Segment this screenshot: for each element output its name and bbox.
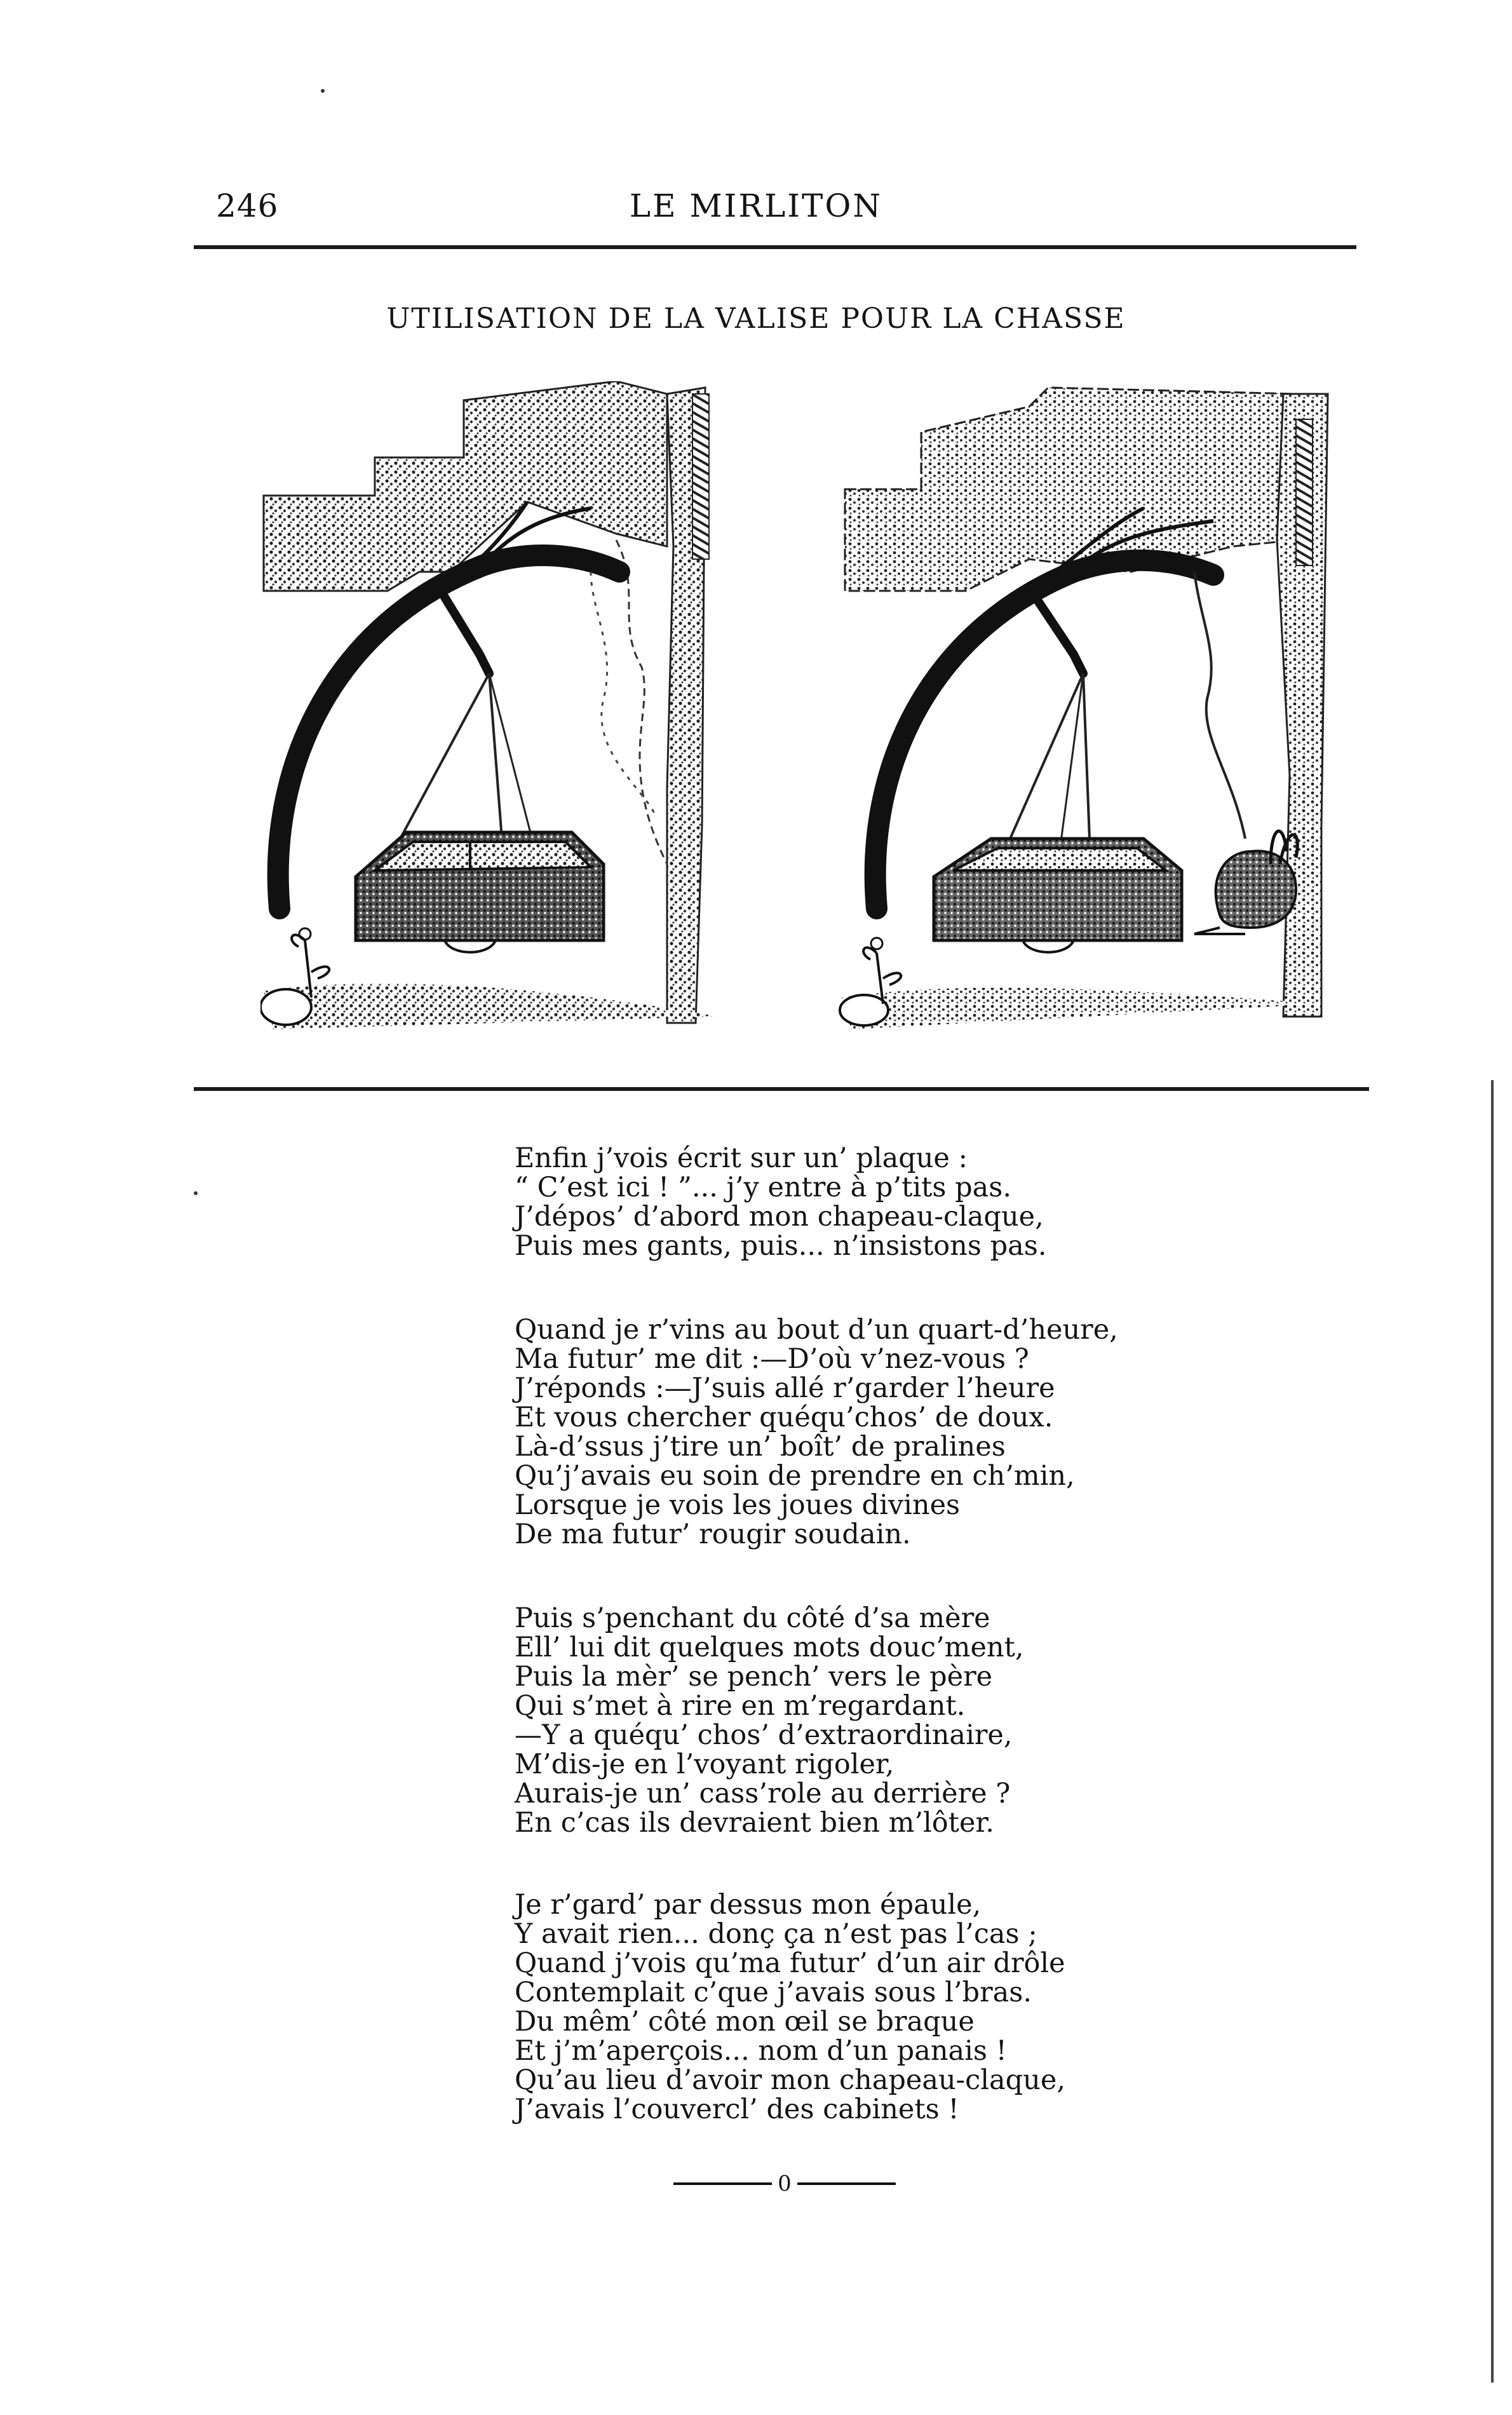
end-ornament <box>673 2167 896 2198</box>
cartoon-title: UTILISATION DE LA VALISE POUR LA CHASSE <box>386 302 1126 335</box>
print-speck <box>321 89 325 93</box>
poem-line: Lorsque je vois les joues divines <box>515 1489 961 1521</box>
illustration-trap-rabbit <box>839 381 1334 1036</box>
poem-line: Ell’ lui dit quelques mots douc’ment, <box>515 1632 1024 1663</box>
poem-stanza-1 <box>515 1144 1340 1261</box>
poem-line: Puis la mèr’ se pench’ vers le père <box>515 1661 993 1693</box>
section-rule <box>194 1087 1369 1091</box>
poem-line: Et j’m’aperçois... nom d’un panais ! <box>515 2035 1007 2067</box>
header-rule <box>194 245 1356 249</box>
poem-line: Contemplait c’que j’avais sous l’bras. <box>515 1977 1032 2008</box>
poem-line: Qu’au lieu d’avoir mon chapeau-claque, <box>515 2064 1065 2096</box>
poem-line: M’dis-je en l’voyant rigoler, <box>515 1749 894 1780</box>
poem-line: J’dépos’ d’abord mon chapeau-claque, <box>515 1201 1044 1233</box>
poem-line: “ C’est ici ! ”... j’y entre à p’tits pas. <box>515 1172 1012 1203</box>
poem-line: —Y a quéqu’ chos’ d’extraordinaire, <box>515 1719 1013 1751</box>
ornament-mark: 0 <box>778 2171 792 2196</box>
poem-line: Puis mes gants, puis... n’insistons pas. <box>515 1230 1047 1262</box>
poem-line: Aurais-je un’ cass’role au derrière ? <box>515 1778 1011 1810</box>
poem-stanza-4 <box>515 1890 1340 2124</box>
print-speck <box>194 1191 198 1195</box>
poem-line: Quand j’vois qu’ma futur’ d’un air drôle <box>515 1947 1065 1979</box>
poem-line: Là-d’ssus j’tire un’ boît’ de pralines <box>515 1431 1006 1463</box>
poem-line: Y avait rien... donç ça n’est pas l’cas ; <box>515 1918 1037 1950</box>
poem-line: J’réponds :—J’suis allé r’garder l’heure <box>515 1372 1055 1404</box>
running-title: LE MIRLITON <box>629 187 883 224</box>
poem-line: Puis s’penchant du côté d’sa mère <box>515 1602 990 1634</box>
poem-line: Et vous chercher quéqu’chos’ de doux. <box>515 1402 1053 1433</box>
poem-line: J’avais l’couvercl’ des cabinets ! <box>515 2094 959 2125</box>
poem-line: Qui s’met à rire en m’regardant. <box>515 1690 966 1722</box>
scan-edge-line <box>1491 1080 1494 2383</box>
poem-line: Du mêm’ côté mon œil se braque <box>515 2006 975 2038</box>
poem-line: Ma futur’ me dit :—D’où v’nez-vous ? <box>515 1343 1029 1375</box>
illustration-trap-empty <box>260 381 750 1036</box>
poem-line: Je r’gard’ par dessus mon épaule, <box>515 1889 982 1921</box>
poem-line: Qu’j’avais eu soin de prendre en ch’min, <box>515 1460 1075 1492</box>
poem-stanza-3 <box>515 1604 1340 1837</box>
poem-line: Enfin j’vois écrit sur un’ plaque : <box>515 1142 968 1174</box>
poem-line: En c’cas ils devraient bien m’lôter. <box>515 1807 994 1839</box>
poem-line: De ma futur’ rougir soudain. <box>515 1519 911 1550</box>
page-number: 246 <box>216 187 279 224</box>
poem-line: Quand je r’vins au bout d’un quart-d’heure, <box>515 1314 1118 1346</box>
poem-stanza-2 <box>515 1315 1340 1549</box>
